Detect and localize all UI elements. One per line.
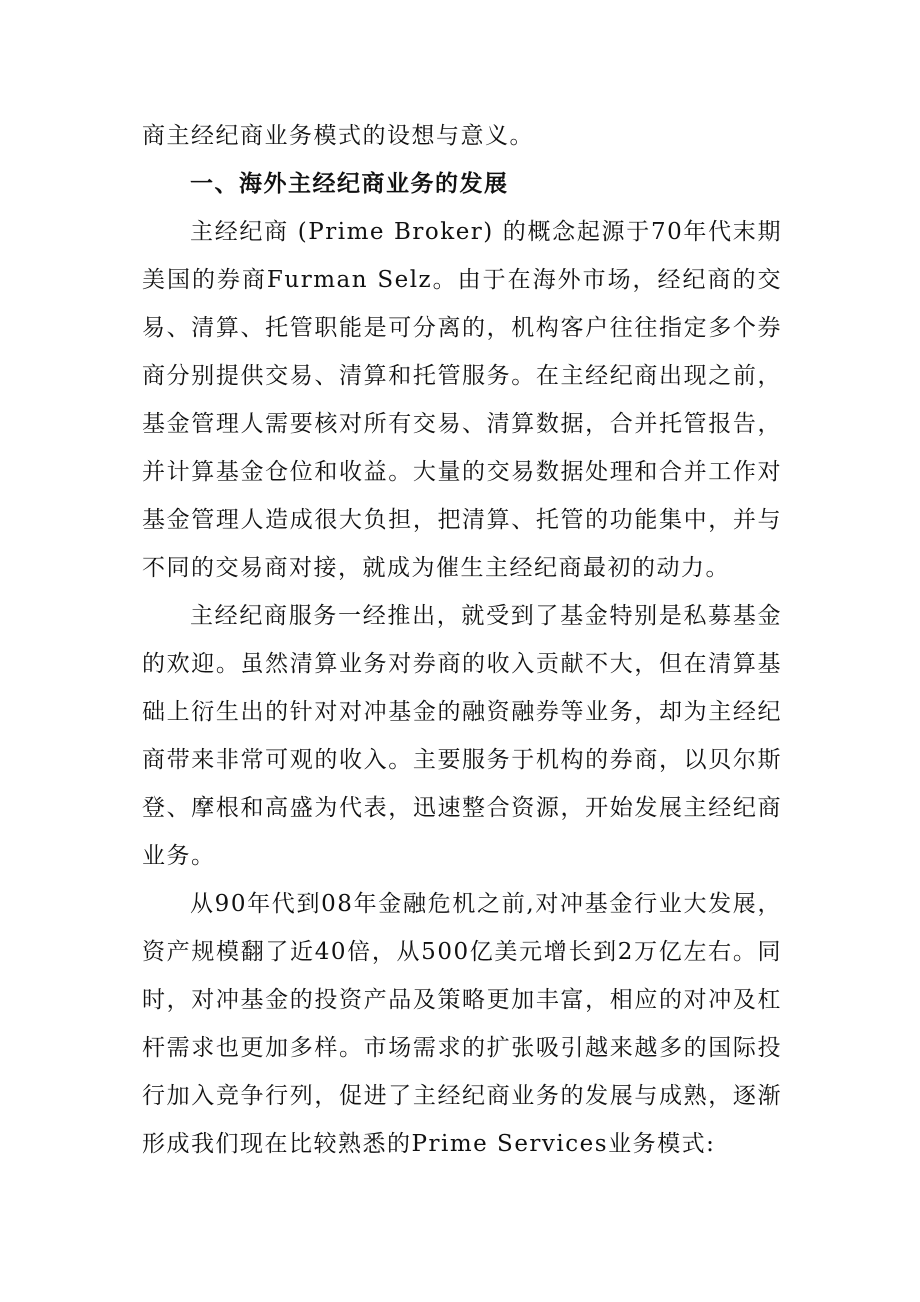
document-body — [142, 112, 782, 1168]
body-paragraph-3: 从90年代到08年金融危机之前,对冲基金行业大发展，资产规模翻了近40倍，从500亿美元增长到2万亿左右。同时，对冲基金的投资产品及策略更加丰富，相应的对冲及杠杆需求也更加多样。市场需求的扩张吸引越来越多的国际投行加入竞争行列，促进了主经纪商业务的发展与成熟，逐渐形成我们现在比较熟悉的Prime Services业务模式: — [142, 891, 782, 1157]
section-heading: 一、海外主经纪商业务的发展 — [190, 171, 509, 197]
body-paragraph-2: 主经纪商服务一经推出，就受到了基金特别是私募基金的欢迎。虽然清算业务对券商的收入贡献不大，但在清算基础上衍生出的针对对冲基金的融资融券等业务，却为主经纪商带来非常可观的收入。主要服务于机构的券商，以贝尔斯登、摩根和高盛为代表，迅速整合资源，开始发展主经纪商业务。 — [142, 603, 782, 869]
continuation-paragraph: 商主经纪商业务模式的设想与意义。 — [142, 123, 534, 149]
body-paragraph-1: 主经纪商 (Prime Broker) 的概念起源于70年代末期美国的券商Furman Selz。由于在海外市场，经纪商的交易、清算、托管职能是可分离的，机构客户往往指定多个券商分别提供交易、清算和托管服务。在主经纪商出现之前，基金管理人需要核对所有交易、清算数据，合并托管报告，并计算基金仓位和收益。大量的交易数据处理和合并工作对基金管理人造成很大负担，把清算、托管的功能集中，并与不同的交易商对接，就成为催生主经纪商最初的动力。 — [142, 219, 782, 581]
